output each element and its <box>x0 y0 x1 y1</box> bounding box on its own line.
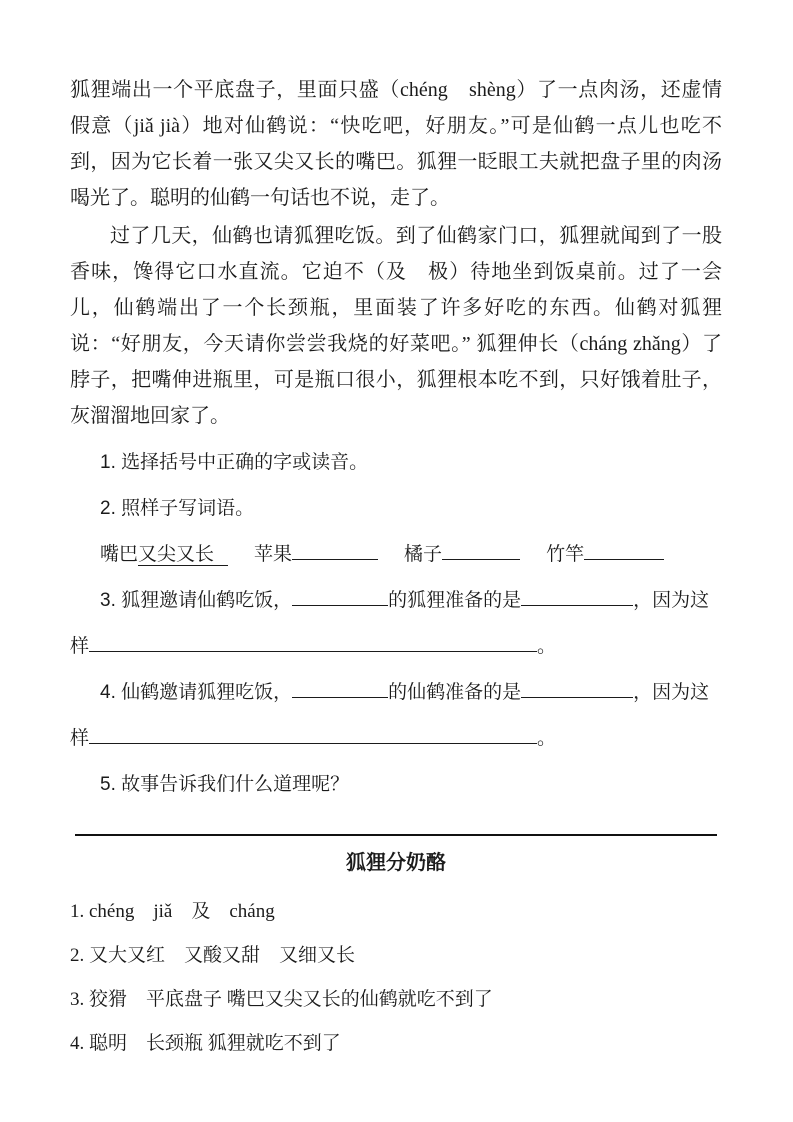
question-4-line-2 <box>70 716 722 762</box>
answer-key-title: 狐狸分奶酪 <box>346 852 446 874</box>
question-5: 5. 故事告诉我们什么道理呢？ <box>100 774 350 795</box>
question-3-text-4: 样 <box>70 636 90 657</box>
question-3-text-1: 3. 狐狸邀请仙鹤吃饭， <box>100 590 293 611</box>
answer-item-1: 1. chéng jiǎ 及 cháng <box>70 901 275 922</box>
word-orange: 橘子 <box>404 544 443 565</box>
question-4-text-3: ，因为这 <box>633 682 710 703</box>
answer-item-4: 4. 聪明 长颈瓶 狐狸就吃不到了 <box>70 1033 341 1054</box>
question-2-example-row <box>70 532 722 578</box>
question-4-text-1: 4. 仙鹤邀请狐狸吃饭， <box>100 682 293 703</box>
question-3-text-3: ，因为这 <box>633 590 710 611</box>
answer-blank <box>89 650 537 652</box>
question-3-period: 。 <box>537 636 557 657</box>
question-4-text-4: 样 <box>70 728 90 749</box>
question-3-text-2: 的狐狸准备的是 <box>388 590 522 611</box>
example-word-prefix: 嘴巴 <box>100 544 139 565</box>
answer-blank <box>292 604 388 606</box>
answer-blank <box>292 696 388 698</box>
story-paragraph-1: 狐狸端出一个平底盘子，里面只盛（chéng shèng）了一点肉汤，还虚情假意（jiǎ jià）地对仙鹤说：“快吃吧，好朋友。”可是仙鹤一点儿也吃不到，因为它长着一张又尖又长的嘴巴。狐狸一眨眼工夫就把盘子里的肉汤喝光了。聪明的仙鹤一句话也不说，走了。 <box>70 79 722 209</box>
answer-blank <box>89 742 537 744</box>
answer-blank <box>521 604 633 606</box>
question-4-period: 。 <box>537 728 557 749</box>
answer-blank <box>521 696 633 698</box>
question-2: 2. 照样子写词语。 <box>100 498 255 519</box>
question-3-line-2 <box>70 624 722 670</box>
question-1: 1. 选择括号中正确的字或读音。 <box>100 452 369 473</box>
answer-blank <box>442 558 520 560</box>
section-divider <box>75 834 717 836</box>
story-paragraph-2: 过了几天，仙鹤也请狐狸吃饭。到了仙鹤家门口，狐狸就闻到了一股香味，馋得它口水直流。它迫不（及 极）待地坐到饭桌前。过了一会儿，仙鹤端出了一个长颈瓶，里面装了许多好吃的东西。仙鹤对狐狸说：“好朋友，今天请你尝尝我烧的好菜吧。” 狐狸伸长（cháng zhǎng）了脖子，把嘴伸进瓶里，可是瓶口很小，狐狸根本吃不到，只好饿着肚子，灰溜溜地回家了。 <box>70 225 722 427</box>
answer-item-2: 2. 又大又红 又酸又甜 又细又长 <box>70 945 356 966</box>
answer-item-3: 3. 狡猾 平底盘子 嘴巴又尖又长的仙鹤就吃不到了 <box>70 989 493 1010</box>
answer-key-list <box>70 890 722 1066</box>
example-word-underlined: 又尖又长 <box>138 544 228 566</box>
answer-key-section <box>70 848 722 1066</box>
word-bamboo-pole: 竹竿 <box>546 544 585 565</box>
answer-blank <box>292 558 378 560</box>
word-apple: 苹果 <box>254 544 293 565</box>
answer-blank <box>584 558 664 560</box>
question-4-line-1 <box>70 670 722 716</box>
question-4-text-2: 的仙鹤准备的是 <box>388 682 522 703</box>
questions-section <box>70 440 722 808</box>
reading-passage <box>70 72 722 434</box>
question-3-line-1 <box>70 578 722 624</box>
